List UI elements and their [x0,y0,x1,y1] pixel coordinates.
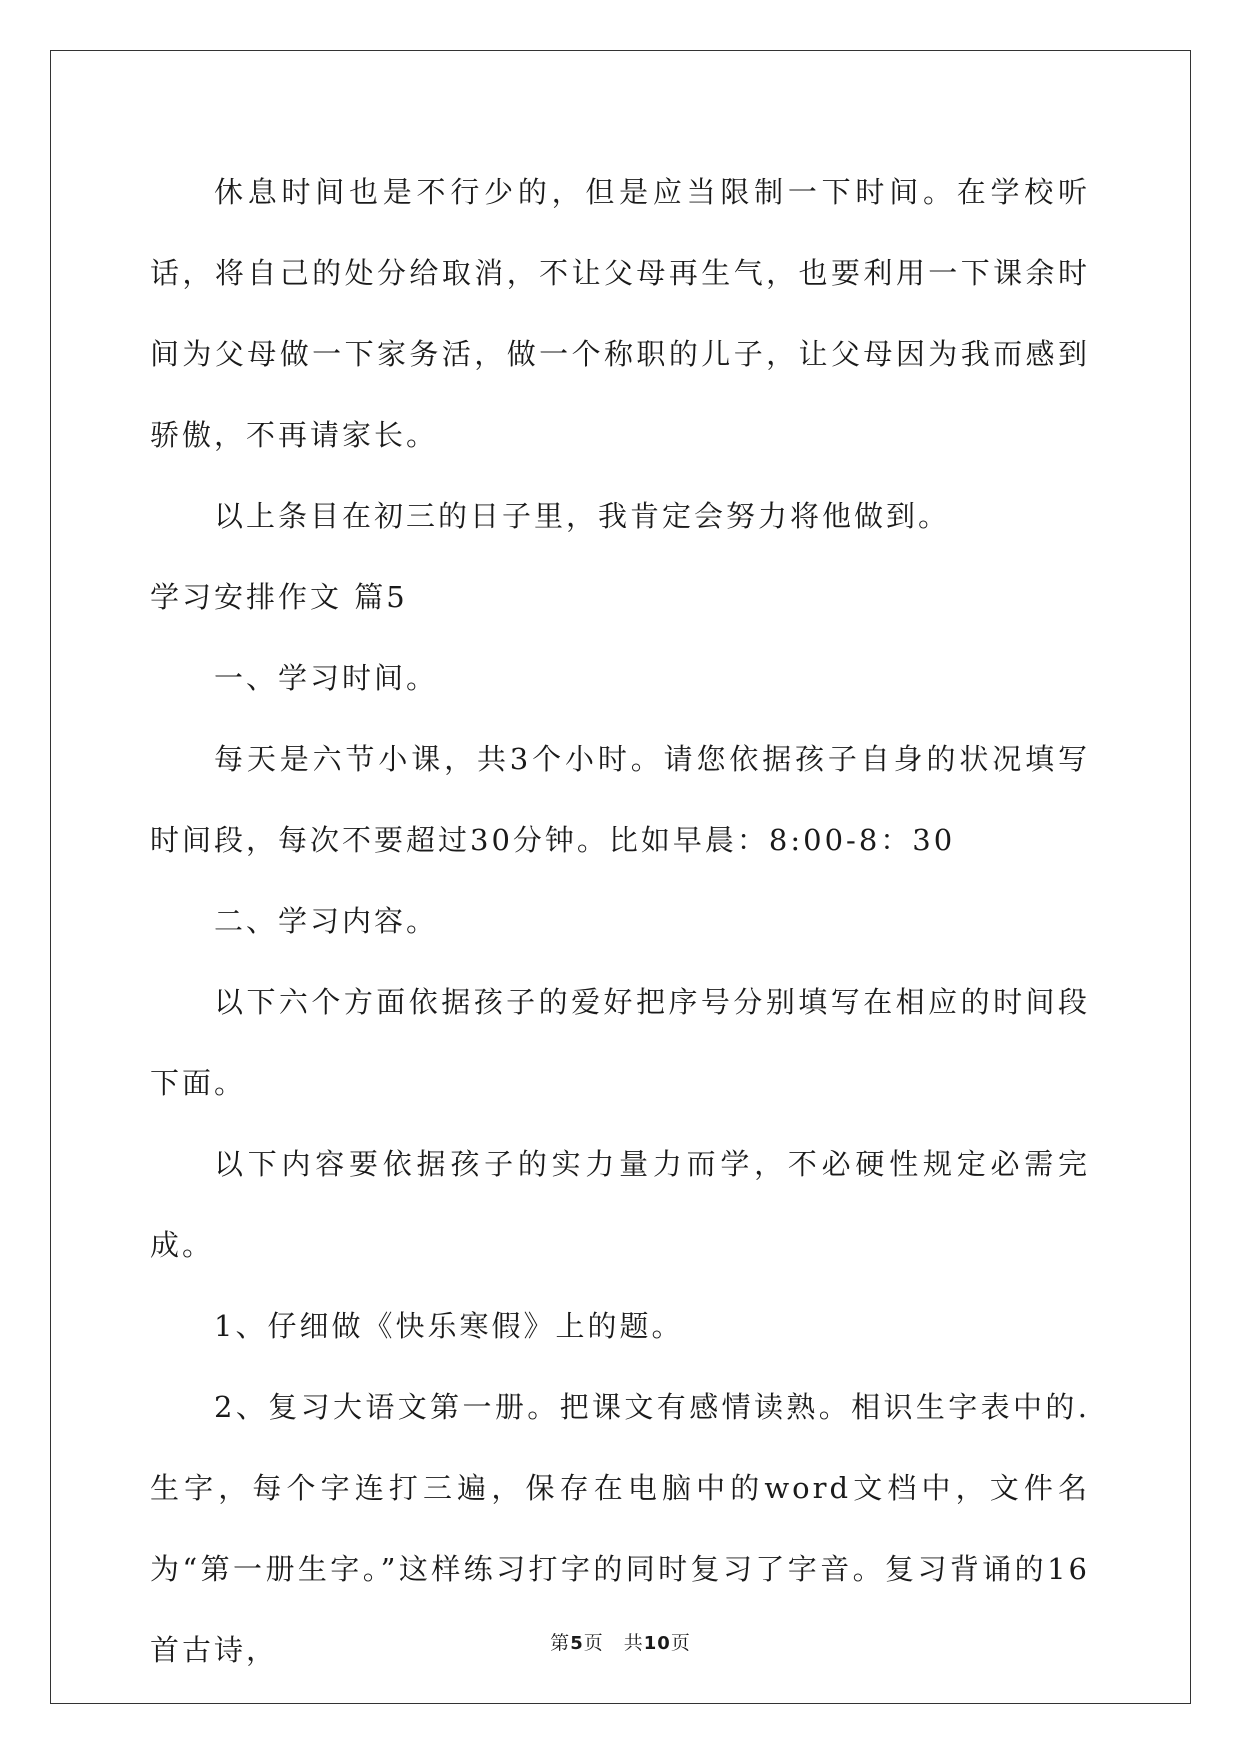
page-footer [0,1628,1241,1655]
paragraph-6: 以下六个方面依据孩子的爱好把序号分别填写在相应的时间段下面。 [150,985,1090,1100]
paragraph-7: 以下内容要依据孩子的实力量力而学，不必硬性规定必需完成。 [150,1147,1090,1262]
paragraph-2: 以上条目在初三的日子里，我肯定会努力将他做到。 [214,499,951,533]
paragraph-9: 2、复习大语文第一册。把课文有感情读熟。相识生字表中的.生字，每个字连打三遍，保存在电脑中的word文档中，文件名为“第一册生字。”这样练习打字的同时复习了字音。复习背诵的16首古诗， [150,1390,1090,1667]
paragraph-1: 休息时间也是不行少的，但是应当限制一下时间。在学校听话，将自己的处分给取消，不让父母再生气，也要利用一下课余时间为父母做一下家务活，做一个称职的儿子，让父母因为我而感到骄傲，不再请家长。 [150,175,1090,452]
paragraph-8: 1、仔细做《快乐寒假》上的题。 [214,1309,684,1343]
footer-total-suffix: 页 [670,1632,691,1654]
footer-total-prefix: 共 [623,1632,644,1654]
footer-page-suffix: 页 [583,1632,604,1654]
paragraph-3: 一、学习时间。 [214,661,439,695]
document-body [150,152,1090,1691]
footer-page-number: 5 [570,1633,584,1654]
section-heading: 学习安排作文 篇5 [150,580,408,614]
paragraph-5: 二、学习内容。 [214,904,439,938]
paragraph-4: 每天是六节小课，共3个小时。请您依据孩子自身的状况填写时间段，每次不要超过30分钟。比如早晨：8:00-8：30 [150,742,1090,857]
footer-page-prefix: 第 [550,1632,571,1654]
footer-total-pages: 10 [643,1633,671,1654]
